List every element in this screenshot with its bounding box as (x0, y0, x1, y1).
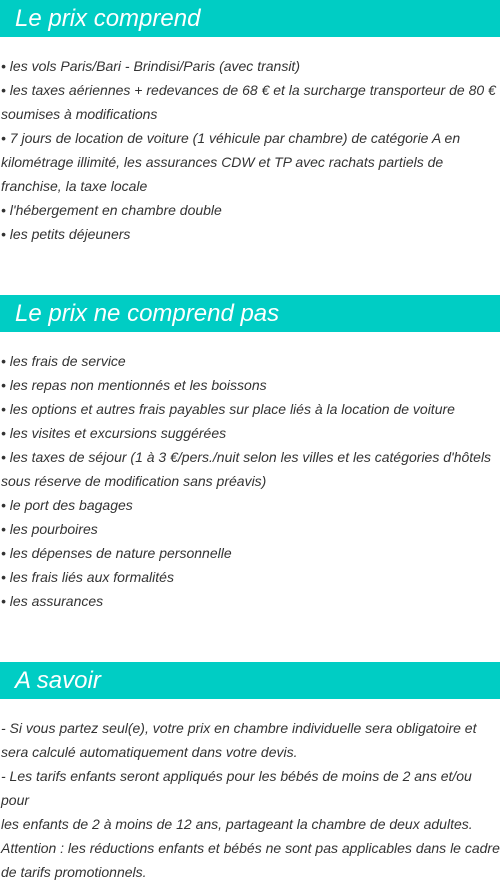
included-title: Le prix comprend (0, 0, 500, 37)
excluded-line: • les pourboires (1, 521, 98, 537)
excluded-title: Le prix ne comprend pas (0, 295, 500, 332)
info-line: sera calculé automatiquement dans votre devis. (1, 744, 298, 760)
included-line: • les petits déjeuners (1, 226, 131, 242)
excluded-line: • les dépenses de nature personnelle (1, 545, 232, 561)
info-title: A savoir (0, 662, 500, 699)
excluded-section (0, 295, 500, 613)
excluded-line: sous réserve de modification sans préavis) (1, 473, 267, 489)
included-section (0, 0, 500, 246)
included-line: kilométrage illimité, les assurances CDW et TP avec rachats partiels de (1, 154, 444, 170)
info-line: les enfants de 2 à moins de 12 ans, partageant la chambre de deux adultes. (1, 816, 473, 832)
included-line: franchise, la taxe locale (1, 178, 148, 194)
excluded-line: • les repas non mentionnés et les boissons (1, 377, 267, 393)
info-section (0, 662, 500, 884)
info-line: de tarifs promotionnels. (1, 864, 147, 880)
included-line: soumises à modifications (1, 106, 158, 122)
included-line: • les vols Paris/Bari - Brindisi/Paris (avec transit) (1, 58, 300, 74)
excluded-line: • le port des bagages (1, 497, 133, 513)
included-line: • les taxes aériennes + redevances de 68 € et la surcharge transporteur de 80 € (1, 82, 496, 98)
included-list (0, 54, 500, 246)
excluded-line: • les visites et excursions suggérées (1, 425, 227, 441)
info-line: Attention : les réductions enfants et bébés ne sont pas applicables dans le cadre (1, 840, 500, 856)
excluded-list (0, 349, 500, 613)
excluded-line: • les assurances (1, 593, 104, 609)
included-line: • 7 jours de location de voiture (1 véhicule par chambre) de catégorie A en (1, 130, 461, 146)
excluded-line: • les options et autres frais payables sur place liés à la location de voiture (1, 401, 455, 417)
info-line: - Les tarifs enfants seront appliqués pour les bébés de moins de 2 ans et/ou pour (1, 768, 472, 808)
excluded-line: • les taxes de séjour (1 à 3 €/pers./nuit selon les villes et les catégories d'hôtels (1, 449, 492, 465)
excluded-line: • les frais de service (1, 353, 126, 369)
included-line: • l'hébergement en chambre double (1, 202, 222, 218)
info-line: - Si vous partez seul(e), votre prix en chambre individuelle sera obligatoire et (1, 720, 477, 736)
excluded-line: • les frais liés aux formalités (1, 569, 174, 585)
